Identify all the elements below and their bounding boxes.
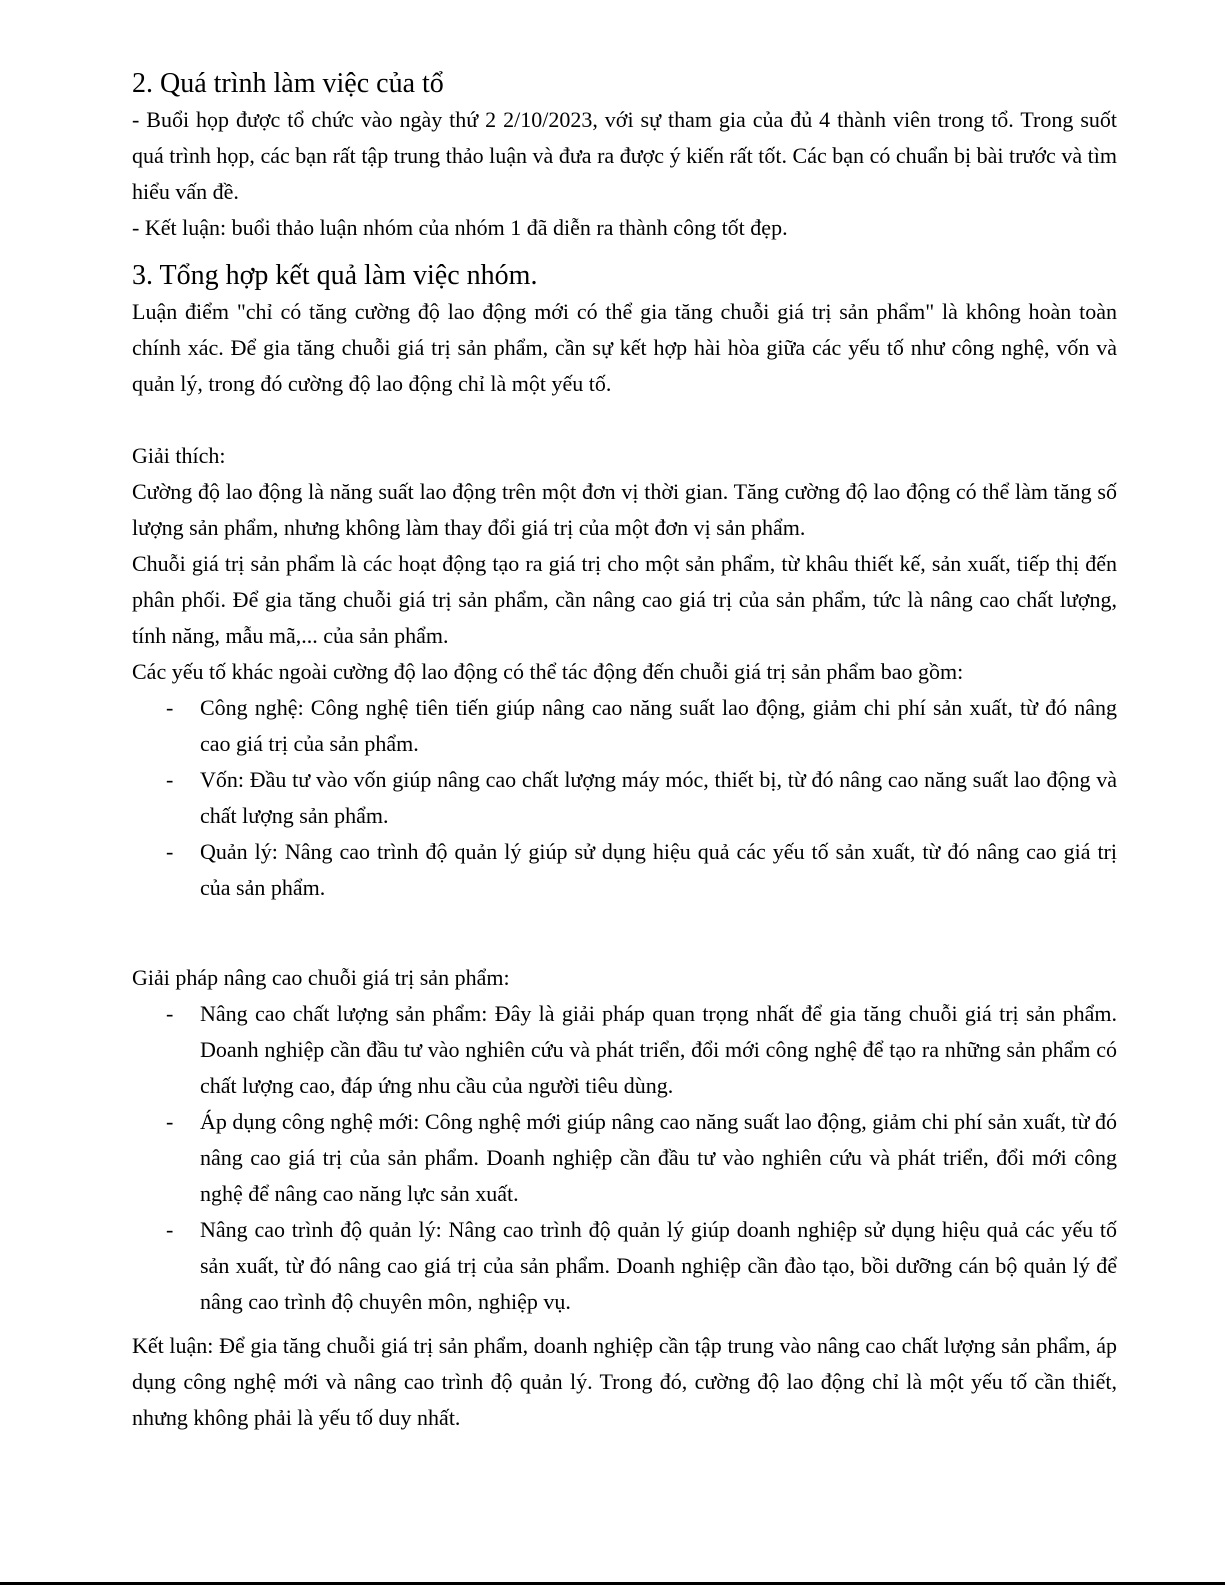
list-item	[132, 690, 1117, 762]
explanation-paragraph: Chuỗi giá trị sản phẩm là các hoạt động tạo ra giá trị cho một sản phẩm, từ khâu thiết kế, sản xuất, tiếp thị đến phân phối. Để gia tăng chuỗi giá trị sản phẩm, cần nâng cao giá trị của sản phẩm, tức là nâng cao chất lượng, tính năng, mẫu mã,... của sản phẩm.	[132, 551, 1117, 648]
list-item-text: Quản lý: Nâng cao trình độ quản lý giúp sử dụng hiệu quả các yếu tố sản xuất, từ đó nâng cao giá trị của sản phẩm.	[200, 839, 1117, 900]
section-3-heading: 3. Tổng hợp kết quả làm việc nhóm.	[132, 260, 538, 291]
list-item-text: Nâng cao trình độ quản lý: Nâng cao trình độ quản lý giúp doanh nghiệp sử dụng hiệu quả các yếu tố sản xuất, từ đó nâng cao giá trị của sản phẩm. Doanh nghiệp cần đào tạo, bồi dưỡng cán bộ quản lý để nâng cao trình độ chuyên môn, nghiệp vụ.	[200, 1217, 1117, 1314]
list-dash-marker: -	[166, 1217, 174, 1242]
document-page	[132, 66, 1117, 1436]
meeting-conclusion: - Kết luận: buổi thảo luận nhóm của nhóm 1 đã diễn ra thành công tốt đẹp.	[132, 215, 788, 240]
list-item	[132, 834, 1117, 906]
explanation-paragraph: Các yếu tố khác ngoài cường độ lao động có thể tác động đến chuỗi giá trị sản phẩm bao gồm:	[132, 659, 964, 684]
list-dash-marker: -	[166, 695, 174, 720]
final-conclusion: Kết luận: Để gia tăng chuỗi giá trị sản phẩm, doanh nghiệp cần tập trung vào nâng cao chất lượng sản phẩm, áp dụng công nghệ mới và nâng cao trình độ quản lý. Trong đó, cường độ lao động chỉ là một yếu tố cần thiết, nhưng không phải là yếu tố duy nhất.	[132, 1333, 1117, 1430]
list-item	[132, 1212, 1117, 1320]
list-dash-marker: -	[166, 767, 174, 792]
list-item-text: Nâng cao chất lượng sản phẩm: Đây là giải pháp quan trọng nhất để gia tăng chuỗi giá trị sản phẩm. Doanh nghiệp cần đầu tư vào nghiên cứu và phát triển, đổi mới công nghệ để tạo ra những sản phẩm có chất lượng cao, đáp ứng nhu cầu của người tiêu dùng.	[200, 1001, 1117, 1098]
list-item-text: Công nghệ: Công nghệ tiên tiến giúp nâng cao năng suất lao động, giảm chi phí sản xuất, từ đó nâng cao giá trị của sản phẩm.	[200, 695, 1117, 756]
thesis-paragraph: Luận điểm "chỉ có tăng cường độ lao động mới có thể gia tăng chuỗi giá trị sản phẩm" là không hoàn toàn chính xác. Để gia tăng chuỗi giá trị sản phẩm, cần sự kết hợp hài hòa giữa các yếu tố như công nghệ, vốn và quản lý, trong đó cường độ lao động chỉ là một yếu tố.	[132, 299, 1117, 396]
solutions-list	[132, 996, 1117, 1320]
spacer	[132, 402, 1117, 438]
section-group-results	[132, 258, 1117, 1436]
spacer	[132, 1320, 1117, 1328]
meeting-description: - Buổi họp được tổ chức vào ngày thứ 2 2/10/2023, với sự tham gia của đủ 4 thành viên trong tổ. Trong suốt quá trình họp, các bạn rất tập trung thảo luận và đưa ra được ý kiến rất tốt. Các bạn có chuẩn bị bài trước và tìm hiểu vấn đề.	[132, 107, 1117, 204]
list-item	[132, 996, 1117, 1104]
explanation-paragraph: Cường độ lao động là năng suất lao động trên một đơn vị thời gian. Tăng cường độ lao động có thể làm tăng số lượng sản phẩm, nhưng không làm thay đổi giá trị của một đơn vị sản phẩm.	[132, 479, 1117, 540]
list-item-text: Áp dụng công nghệ mới: Công nghệ mới giúp nâng cao năng suất lao động, giảm chi phí sản xuất, từ đó nâng cao giá trị của sản phẩm. Doanh nghiệp cần đầu tư vào nghiên cứu và phát triển, đổi mới công nghệ để nâng cao năng lực sản xuất.	[200, 1109, 1117, 1206]
list-item	[132, 762, 1117, 834]
explanation-label: Giải thích:	[132, 443, 226, 468]
list-dash-marker: -	[166, 1109, 174, 1134]
list-dash-marker: -	[166, 839, 174, 864]
section-2-heading: 2. Quá trình làm việc của tổ	[132, 68, 444, 99]
section-work-process	[132, 66, 1117, 246]
spacer	[132, 906, 1117, 960]
list-item	[132, 1104, 1117, 1212]
list-dash-marker: -	[166, 1001, 174, 1026]
factors-list	[132, 690, 1117, 906]
solutions-label: Giải pháp nâng cao chuỗi giá trị sản phẩm:	[132, 965, 510, 990]
list-item-text: Vốn: Đầu tư vào vốn giúp nâng cao chất lượng máy móc, thiết bị, từ đó nâng cao năng suất lao động và chất lượng sản phẩm.	[200, 767, 1117, 828]
